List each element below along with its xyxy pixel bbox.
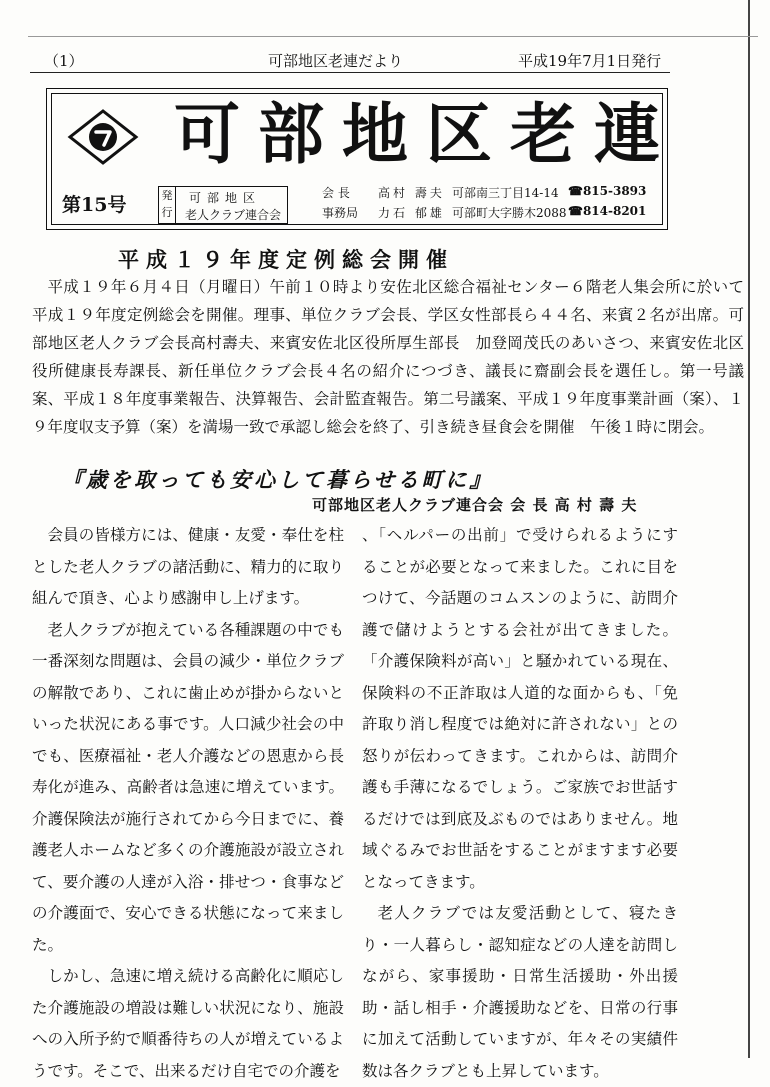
emblem-icon xyxy=(66,108,140,166)
essay-paragraph: しかし、急速に増え続ける高齢化に順応した介護施設の増設は難しい状況になり、施設への入所予約で順番待ちの人が増えているようです。そこで、出来るだけ自宅での介護を xyxy=(32,967,344,1080)
publisher-label xyxy=(159,187,176,223)
essay-paragraph: 老人クラブが抱えている各種課題の中でも一番深刻な問題は、会員の減少・単位クラブの解散であり、これに歯止めが掛からないといった状況にある事です。人口減少社会の中でも、医療福祉・老人介護などの恩恵から長寿化が進み、高齢者は急速に増えています。介護保険法が施行されてから今日までに、養護老人ホームなど多くの介護施設が設立されて、要介護の人達が入浴・排せつ・食事などの介護面で、安心できる状態になって来ました。 xyxy=(32,620,344,954)
contact-role: 事務局 xyxy=(322,206,359,220)
essay-heading: 『歳を取っても安心して暮らせる町に』 xyxy=(62,467,494,492)
essay-paragraph: 老人クラブでは友愛活動として、寝たきり・一人暮らし・認知症などの人達を訪問しながら、家事援助・日常生活援助・外出援助・話し相手・介護援助などを、日常の行事に加えて活動していますが、年々その実績件数は各クラブとも上昇しています。 xyxy=(362,904,678,1080)
contact-name: 力石 郁雄 xyxy=(378,206,445,220)
essay-byline: 可部地区老人クラブ連合会 会 長 高 村 壽 夫 xyxy=(312,496,638,514)
page-edge xyxy=(748,0,750,1058)
issue-number: 第15号 xyxy=(62,194,127,216)
essay-column-right xyxy=(362,520,678,1087)
contact-tel: ☎815-3893 xyxy=(568,184,647,198)
contact-address: 可部町大字勝木2088 xyxy=(452,206,567,220)
article-body: 平成１９年６月４日（月曜日）午前１０時より安佐北区総合福祉センター６階老人集会所に於いて平成１９年度定例総会を開催。理事、単位クラブ会長、学区女性部長ら４４名、来賓２名が出席。可部地区老人クラブ会長高村壽夫、来賓安佐北区役所厚生部長 加登岡茂氏のあいさつ、来賓安佐北区役所健康長寿課長、新任単位クラブ会長４名の紹介につづき、議長に齋副会長を選任し。第一号議案、平成１８年度事業報告、決算報告、会計監査報告。第二号議案、平成１９年度事業計画（案）、１９年度収支予算（案）を満場一致で承認し総会を終了、引き続き昼食会を開催 午後１時に閉会。 xyxy=(32,278,744,436)
newsletter-name: 可部地区老連だより xyxy=(268,52,404,70)
publisher-box xyxy=(158,186,288,224)
page-number: （1） xyxy=(44,52,84,70)
contact-tel: ☎814-8201 xyxy=(568,204,647,218)
publisher-label-top: 発 xyxy=(161,189,173,202)
masthead-title: 可部地区老連 xyxy=(174,95,678,173)
contact-name: 高村 壽夫 xyxy=(378,186,445,200)
essay-paragraph: 会員の皆様方には、健康・友愛・奉仕を柱とした老人クラブの諸活動に、精力的に取り組んで頂き、心より感謝申し上げます。 xyxy=(32,526,344,607)
issue-date: 平成19年7月1日発行 xyxy=(518,52,662,70)
publisher-label-bottom: 行 xyxy=(161,206,173,219)
essay-paragraph: 、「ヘルパーの出前」で受けられるようにすることが必要となって来ました。これに目をつけて、今話題のコムスンのように、訪問介護で儲けようとする会社が出てきました。「介護保険料が高い」と騒かれている現在、保険料の不正詐取は人道的な面からも、「免許取り消し程度では絶対に許されない」との怒りが伝わってきます。これからは、訪問介護も手薄になるでしょう。ご家族でお世話するだけでは到底及ぶものではありません。地域ぐるみでお世話をすることがますます必要となってきます。 xyxy=(362,526,678,891)
header-rule xyxy=(30,72,670,73)
article-heading: 平成１９年度定例総会開催 xyxy=(118,247,454,272)
contact-address: 可部南三丁目14-14 xyxy=(452,186,559,200)
publisher-line-2: 老人クラブ連合会 xyxy=(185,208,282,222)
top-rule xyxy=(28,36,758,37)
essay-column-left xyxy=(32,520,344,1087)
publisher-line-1: 可部地区 xyxy=(189,191,262,205)
contact-role: 会 長 xyxy=(322,186,350,200)
